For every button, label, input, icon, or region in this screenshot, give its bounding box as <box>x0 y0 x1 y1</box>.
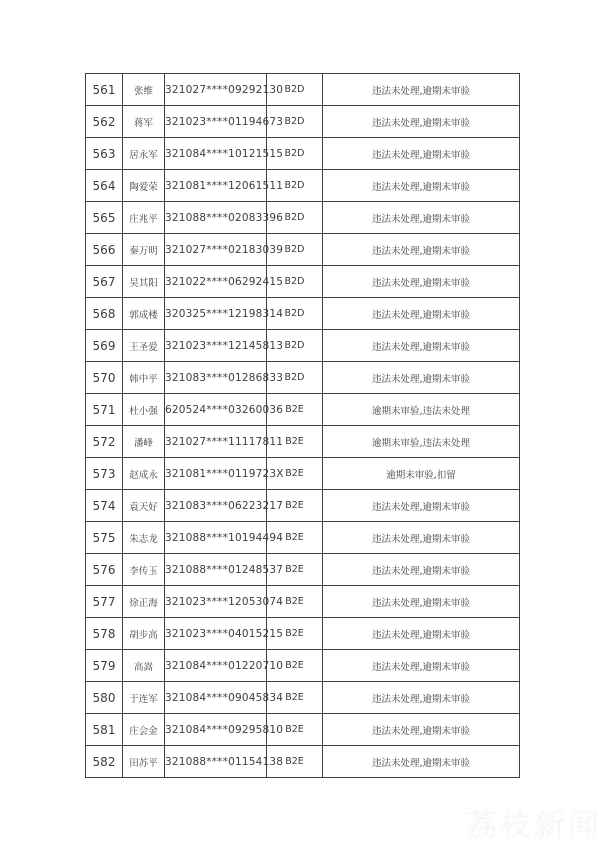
table-row <box>86 74 520 106</box>
cell-id-number: 321023****12145813 <box>165 330 267 362</box>
cell-driver-name: 王圣爱 <box>123 330 165 362</box>
cell-id-number: 321088****01248537 <box>165 554 267 586</box>
cell-sequence-number: 571 <box>86 394 123 426</box>
cell-status: 违法未处理,逾期未审验 <box>323 74 520 106</box>
cell-status: 违法未处理,逾期未审验 <box>323 714 520 746</box>
cell-license-class: B2D <box>267 234 323 266</box>
cell-license-class: B2E <box>267 714 323 746</box>
table-row <box>86 362 520 394</box>
cell-driver-name: 陶爱荣 <box>123 170 165 202</box>
cell-id-number: 321027****09292130 <box>165 74 267 106</box>
cell-sequence-number: 573 <box>86 458 123 490</box>
cell-status: 违法未处理,逾期未审验 <box>323 362 520 394</box>
table-row <box>86 618 520 650</box>
table-row <box>86 266 520 298</box>
cell-sequence-number: 569 <box>86 330 123 362</box>
cell-id-number: 321084****01220710 <box>165 650 267 682</box>
cell-sequence-number: 581 <box>86 714 123 746</box>
cell-license-class: B2D <box>267 330 323 362</box>
table-row <box>86 714 520 746</box>
table-row <box>86 138 520 170</box>
cell-license-class: B2E <box>267 490 323 522</box>
cell-sequence-number: 577 <box>86 586 123 618</box>
cell-driver-name: 韩中平 <box>123 362 165 394</box>
cell-driver-name: 潘峰 <box>123 426 165 458</box>
cell-license-class: B2E <box>267 458 323 490</box>
cell-sequence-number: 567 <box>86 266 123 298</box>
cell-status: 违法未处理,逾期未审验 <box>323 298 520 330</box>
table-row <box>86 394 520 426</box>
cell-id-number: 321081****12061511 <box>165 170 267 202</box>
cell-id-number: 620524****03260036 <box>165 394 267 426</box>
cell-id-number: 320325****12198314 <box>165 298 267 330</box>
cell-driver-name: 居永军 <box>123 138 165 170</box>
cell-driver-name: 田苏平 <box>123 746 165 778</box>
cell-sequence-number: 563 <box>86 138 123 170</box>
table-row <box>86 234 520 266</box>
cell-status: 违法未处理,逾期未审验 <box>323 650 520 682</box>
cell-driver-name: 赵成永 <box>123 458 165 490</box>
cell-status: 违法未处理,逾期未审验 <box>323 618 520 650</box>
cell-id-number: 321083****06223217 <box>165 490 267 522</box>
cell-driver-name: 于连军 <box>123 682 165 714</box>
cell-sequence-number: 582 <box>86 746 123 778</box>
cell-driver-name: 庄兆平 <box>123 202 165 234</box>
cell-status: 违法未处理,逾期未审验 <box>323 522 520 554</box>
cell-id-number: 321088****10194494 <box>165 522 267 554</box>
cell-status: 违法未处理,逾期未审验 <box>323 266 520 298</box>
cell-status: 违法未处理,逾期未审验 <box>323 106 520 138</box>
cell-license-class: B2D <box>267 266 323 298</box>
table-row <box>86 682 520 714</box>
cell-id-number: 321084****09295810 <box>165 714 267 746</box>
driver-status-table <box>85 73 520 778</box>
cell-id-number: 321088****01154138 <box>165 746 267 778</box>
cell-license-class: B2E <box>267 586 323 618</box>
cell-driver-name: 张维 <box>123 74 165 106</box>
cell-license-class: B2E <box>267 618 323 650</box>
cell-license-class: B2E <box>267 682 323 714</box>
cell-id-number: 321023****04015215 <box>165 618 267 650</box>
cell-license-class: B2D <box>267 362 323 394</box>
cell-status: 违法未处理,逾期未审验 <box>323 746 520 778</box>
cell-sequence-number: 580 <box>86 682 123 714</box>
cell-driver-name: 吴其阳 <box>123 266 165 298</box>
cell-driver-name: 徐正海 <box>123 586 165 618</box>
cell-driver-name: 庄会金 <box>123 714 165 746</box>
table-row <box>86 522 520 554</box>
cell-license-class: B2D <box>267 170 323 202</box>
table-row <box>86 490 520 522</box>
cell-sequence-number: 574 <box>86 490 123 522</box>
table-row <box>86 170 520 202</box>
cell-status: 逾期未审验,违法未处理 <box>323 426 520 458</box>
cell-license-class: B2D <box>267 202 323 234</box>
table-row <box>86 426 520 458</box>
cell-status: 违法未处理,逾期未审验 <box>323 138 520 170</box>
table-row <box>86 586 520 618</box>
cell-driver-name: 高嵩 <box>123 650 165 682</box>
cell-status: 违法未处理,逾期未审验 <box>323 490 520 522</box>
cell-license-class: B2D <box>267 74 323 106</box>
cell-license-class: B2E <box>267 746 323 778</box>
table-row <box>86 330 520 362</box>
cell-license-class: B2E <box>267 522 323 554</box>
cell-id-number: 321023****12053074 <box>165 586 267 618</box>
cell-license-class: B2E <box>267 650 323 682</box>
cell-sequence-number: 570 <box>86 362 123 394</box>
cell-sequence-number: 579 <box>86 650 123 682</box>
table-row <box>86 746 520 778</box>
table-row <box>86 554 520 586</box>
cell-license-class: B2E <box>267 394 323 426</box>
cell-id-number: 321081****0119723X <box>165 458 267 490</box>
cell-status: 违法未处理,逾期未审验 <box>323 682 520 714</box>
cell-driver-name: 李传玉 <box>123 554 165 586</box>
cell-status: 违法未处理,逾期未审验 <box>323 202 520 234</box>
cell-id-number: 321084****09045834 <box>165 682 267 714</box>
cell-status: 违法未处理,逾期未审验 <box>323 234 520 266</box>
cell-status: 逾期未审验,违法未处理 <box>323 394 520 426</box>
cell-id-number: 321022****06292415 <box>165 266 267 298</box>
table-row <box>86 202 520 234</box>
cell-sequence-number: 566 <box>86 234 123 266</box>
cell-license-class: B2D <box>267 138 323 170</box>
cell-sequence-number: 562 <box>86 106 123 138</box>
cell-driver-name: 朱志龙 <box>123 522 165 554</box>
cell-id-number: 321023****01194673 <box>165 106 267 138</box>
cell-sequence-number: 565 <box>86 202 123 234</box>
cell-driver-name: 秦万明 <box>123 234 165 266</box>
cell-sequence-number: 568 <box>86 298 123 330</box>
table-row <box>86 650 520 682</box>
cell-id-number: 321027****11117811 <box>165 426 267 458</box>
cell-sequence-number: 564 <box>86 170 123 202</box>
cell-license-class: B2E <box>267 554 323 586</box>
cell-sequence-number: 572 <box>86 426 123 458</box>
cell-driver-name: 蒋军 <box>123 106 165 138</box>
cell-status: 违法未处理,逾期未审验 <box>323 554 520 586</box>
cell-license-class: B2D <box>267 298 323 330</box>
cell-sequence-number: 576 <box>86 554 123 586</box>
cell-status: 违法未处理,逾期未审验 <box>323 170 520 202</box>
cell-driver-name: 郭成楼 <box>123 298 165 330</box>
cell-sequence-number: 575 <box>86 522 123 554</box>
table-row <box>86 298 520 330</box>
cell-driver-name: 杜小强 <box>123 394 165 426</box>
table-body <box>86 74 520 778</box>
cell-sequence-number: 578 <box>86 618 123 650</box>
cell-id-number: 321084****10121515 <box>165 138 267 170</box>
cell-status: 违法未处理,逾期未审验 <box>323 586 520 618</box>
table-row <box>86 106 520 138</box>
cell-license-class: B2E <box>267 426 323 458</box>
cell-id-number: 321027****02183039 <box>165 234 267 266</box>
cell-driver-name: 胡步高 <box>123 618 165 650</box>
cell-sequence-number: 561 <box>86 74 123 106</box>
cell-status: 违法未处理,逾期未审验 <box>323 330 520 362</box>
cell-id-number: 321083****01286833 <box>165 362 267 394</box>
cell-driver-name: 袁天好 <box>123 490 165 522</box>
watermark-lizhi-news: 荔枝新闻 <box>466 808 602 844</box>
table-row <box>86 458 520 490</box>
cell-license-class: B2D <box>267 106 323 138</box>
cell-status: 逾期未审验,扣留 <box>323 458 520 490</box>
cell-id-number: 321088****02083396 <box>165 202 267 234</box>
